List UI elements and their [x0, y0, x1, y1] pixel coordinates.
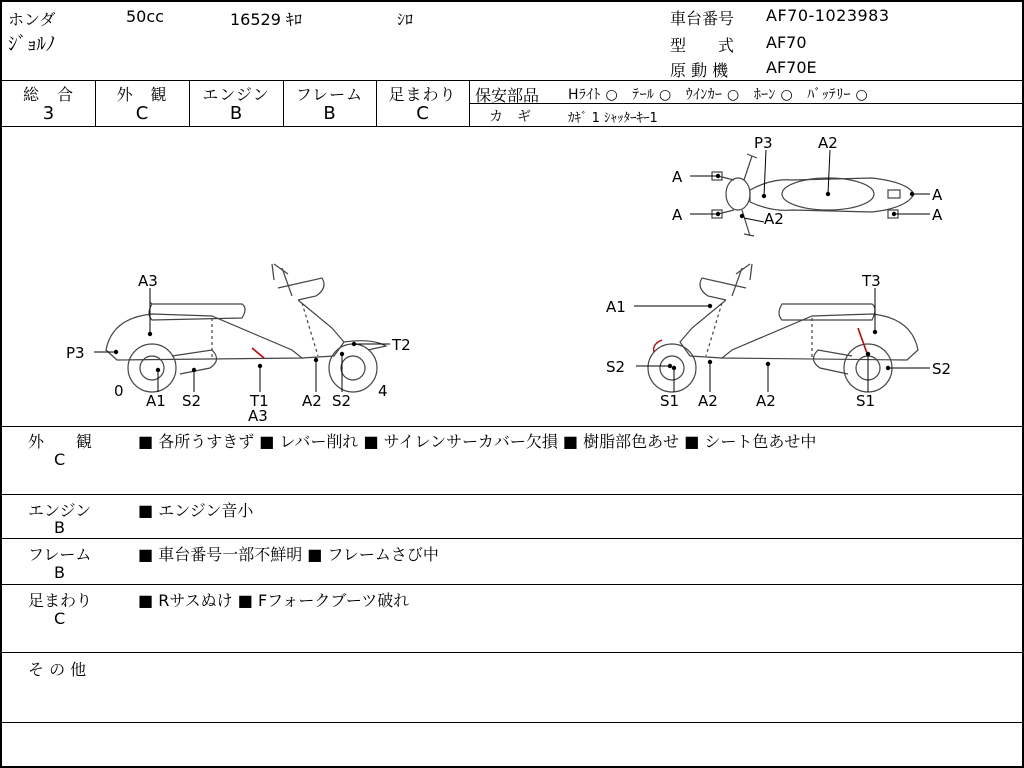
- label-left-t1: T1: [250, 392, 269, 410]
- section-engine-label: エンジン: [28, 501, 92, 520]
- label-top-a-left-front: A: [672, 168, 683, 186]
- mileage: 16529 ｷﾛ: [230, 10, 302, 29]
- label-right-a2-front: A2: [698, 392, 718, 410]
- label-left-p3: P3: [66, 344, 85, 362]
- divider: [2, 494, 1024, 495]
- divider: [469, 80, 470, 126]
- frame-number-label: 車台番号: [670, 9, 735, 28]
- label-right-s2-left: S2: [606, 358, 626, 376]
- label-right-s1-right: S1: [856, 392, 876, 410]
- grade-engine-label: エンジン: [202, 85, 270, 104]
- label-right-a2-middle: A2: [756, 392, 776, 410]
- label-top-p3: P3: [754, 134, 773, 152]
- section-other-label: そ の 他: [28, 660, 87, 679]
- label-right-s1-left: S1: [660, 392, 680, 410]
- model-name: ｼﾞｮﾙﾉ: [8, 33, 56, 55]
- key-label: カ ギ: [489, 109, 531, 125]
- label-top-a2: A2: [818, 134, 838, 152]
- label-top-a-left-rear: A: [672, 206, 683, 224]
- safety-parts-label: 保安部品: [475, 86, 540, 105]
- divider: [2, 652, 1024, 653]
- top-view-scooter: [712, 154, 914, 236]
- section-suspension-grade: C: [54, 609, 66, 628]
- grade-total-label: 総 合: [22, 85, 74, 104]
- divider: [2, 426, 1024, 427]
- section-exterior-label: 外 観: [28, 432, 93, 451]
- divider: [2, 722, 1024, 723]
- label-right-t3: T3: [862, 272, 881, 290]
- label-left-a2: A2: [302, 392, 322, 410]
- displacement: 50cc: [126, 7, 164, 26]
- label-right-s2-right: S2: [932, 360, 952, 378]
- frame-number-value: AF70-1023983: [766, 6, 890, 25]
- type-label: 型 式: [670, 36, 735, 55]
- label-left-s2: S2: [182, 392, 202, 410]
- grade-frame-value: B: [323, 103, 336, 124]
- type-value: AF70: [766, 33, 807, 52]
- engine-type-label: 原 動 機: [670, 61, 729, 80]
- section-suspension-label: 足まわり: [28, 591, 93, 610]
- divider: [2, 584, 1024, 585]
- section-engine-remarks: ■ エンジン音小: [138, 501, 254, 520]
- scooter-diagram: [2, 128, 1022, 426]
- label-top-a-right-front: A: [932, 186, 943, 204]
- section-engine-grade: B: [54, 518, 65, 537]
- color: ｼﾛ: [397, 10, 414, 29]
- section-frame-remarks: ■ 車台番号一部不鮮明 ■ フレームさび中: [138, 545, 439, 564]
- label-right-a1: A1: [606, 298, 626, 316]
- grade-frame-label: フレーム: [295, 85, 364, 104]
- grade-exterior-label: 外 観: [116, 85, 168, 104]
- section-exterior-remarks: ■ 各所うすきず ■ レバー削れ ■ サイレンサーカバー欠損 ■ 樹脂部色あせ ■ シート色あせ中: [138, 432, 817, 451]
- grade-engine-value: B: [229, 103, 243, 124]
- grade-suspension-value: C: [416, 103, 429, 124]
- divider: [2, 126, 1024, 127]
- label-left-s2-front: S2: [332, 392, 352, 410]
- engine-type-value: AF70E: [766, 58, 817, 77]
- section-frame-label: フレーム: [28, 545, 92, 564]
- label-left-a1: A1: [146, 392, 166, 410]
- key-value: ｶｷﾞ 1 ｼｬｯﾀｰｷｰ1: [568, 111, 658, 126]
- section-suspension-remarks: ■ Rサスぬけ ■ Fフォークブーツ破れ: [138, 591, 410, 610]
- label-left-a3-bottom: A3: [248, 407, 268, 425]
- section-exterior-grade: C: [54, 450, 66, 469]
- label-top-a-right-rear: A: [932, 206, 943, 224]
- maker: ホンダ: [8, 10, 56, 29]
- grade-total-value: 3: [42, 103, 55, 124]
- section-frame-grade: B: [54, 563, 65, 582]
- label-left-a3: A3: [138, 272, 158, 290]
- grade-exterior-value: C: [135, 103, 149, 124]
- divider: [2, 80, 1024, 81]
- label-left-0: 0: [114, 382, 124, 400]
- divider: [2, 538, 1024, 539]
- label-left-4: 4: [378, 382, 388, 400]
- safety-parts-items: Hﾗｲﾄ ○ ﾃｰﾙ ○ ｳｲﾝｶｰ ○ ﾎｰﾝ ○ ﾊﾞｯﾃﾘｰ ○: [568, 87, 869, 103]
- grade-suspension-label: 足まわり: [388, 85, 457, 104]
- label-left-t2: T2: [392, 336, 411, 354]
- label-top-a2-bottom: A2: [764, 210, 784, 228]
